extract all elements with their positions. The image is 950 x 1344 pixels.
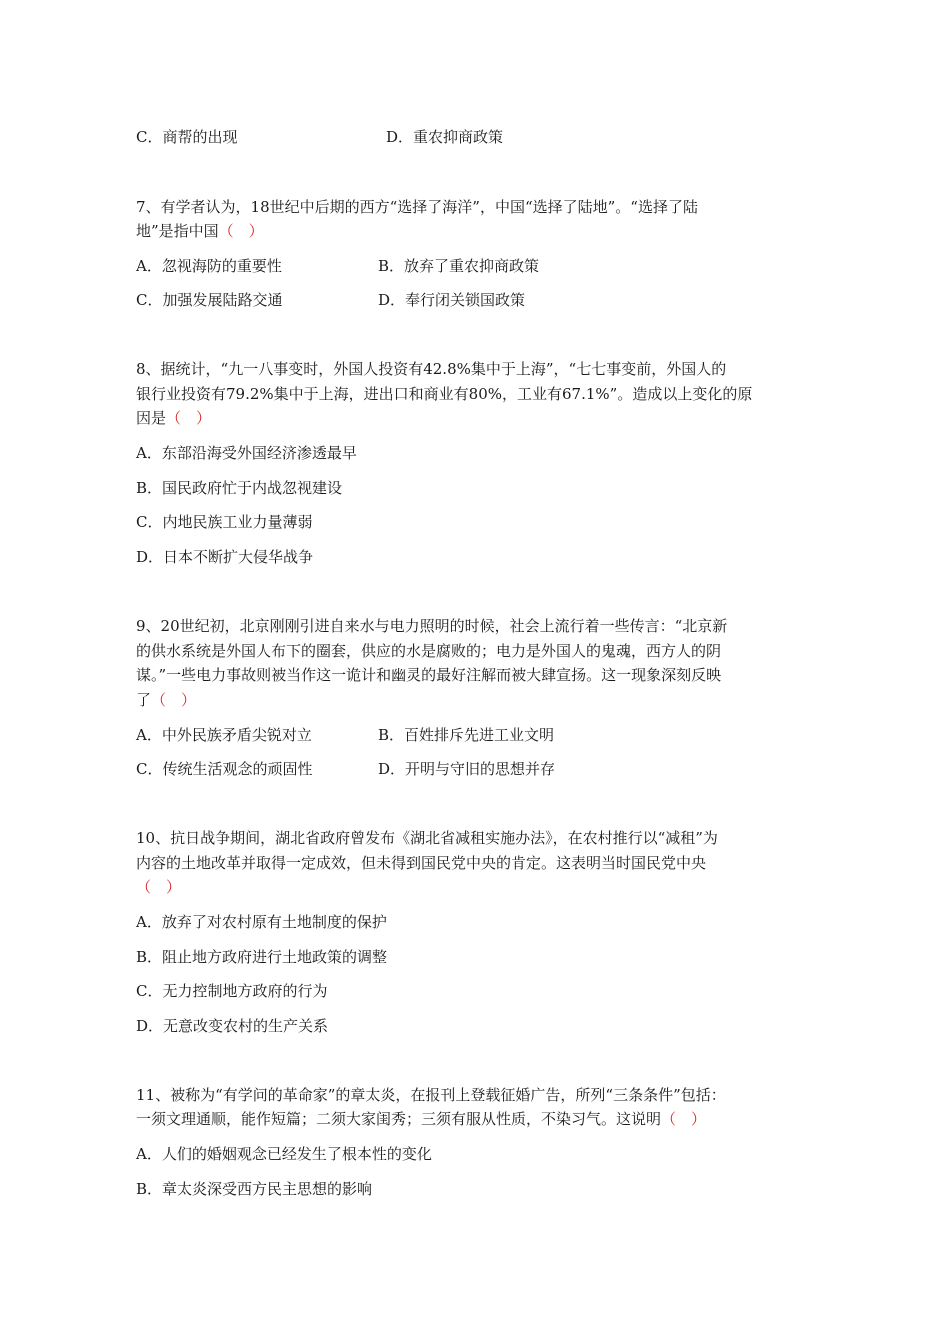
option-d-prev: D．重农抑商政策 [386,128,504,146]
q10-stem-line-2: 内容的土地改革并取得一定成效，但未得到国民党中央的肯定。这表明当时国民党中央 [136,854,707,872]
q8-option-d: D．日本不断扩大侵华战争 [136,548,314,566]
q10-option-b: B．阻止地方政府进行土地政策的调整 [136,948,388,966]
q11-option-b: B．章太炎深受西方民主思想的影响 [136,1180,373,1198]
q8-answer-bracket: （ ） [166,409,212,427]
q9-option-d: D．开明与守旧的思想并存 [378,760,556,778]
q7-stem-line-1: 7、有学者认为，18世纪中后期的西方“选择了海洋”，中国“选择了陆地”。“选择了陆 [136,198,698,216]
q9-stem-line-1: 9、20世纪初，北京刚刚引进自来水与电力照明的时候，社会上流行着一些传言：“北京新 [136,617,728,635]
q7-stem-text: 地”是指中国 [136,222,219,240]
q8-stem-line-1: 8、据统计，“九一八事变时，外国人投资有42.8%集中于上海”，“七七事变前，外国人的 [136,360,727,378]
q11-stem-text: 一须文理通顺，能作短篇；二须大家闺秀；三须有服从性质，不染习气。这说明 [136,1110,662,1128]
q9-stem-text: 了 [136,691,152,709]
q8-option-b: B．国民政府忙于内战忽视建设 [136,479,343,497]
q7-answer-bracket: （ ） [218,222,264,240]
q7-stem-line-2 [136,220,816,242]
q10-stem-line-3 [136,876,816,898]
q8-option-a: A．东部沿海受外国经济渗透最早 [136,444,357,462]
q10-option-c: C．无力控制地方政府的行为 [136,982,328,1000]
q11-stem-line-1: 11、被称为“有学问的革命家”的章太炎，在报刊上登载征婚广告，所列“三条条件”包括： [136,1086,726,1104]
q8-option-c: C．内地民族工业力量薄弱 [136,513,313,531]
q9-stem-line-3: 谋。”一些电力事故则被当作这一诡计和幽灵的最好注解而被大肆宣扬。这一现象深刻反映 [136,666,722,684]
q11-stem-line-2 [136,1108,816,1130]
q10-option-d: D．无意改变农村的生产关系 [136,1017,329,1035]
q9-option-c: C．传统生活观念的顽固性 [136,760,313,778]
q9-stem-line-4 [136,689,816,711]
q8-stem-line-3 [136,407,816,429]
q7-option-c: C．加强发展陆路交通 [136,291,283,309]
q11-answer-bracket: （ ） [661,1110,707,1128]
q9-stem-line-2: 的供水系统是外国人布下的圈套，供应的水是腐败的；电力是外国人的鬼魂，西方人的阴 [136,642,722,660]
q9-answer-bracket: （ ） [151,691,197,709]
q7-option-a: A．忽视海防的重要性 [136,257,282,275]
q10-answer-bracket: （ ） [136,878,182,896]
q7-option-b: B．放弃了重农抑商政策 [378,257,540,275]
q10-stem-line-1: 10、抗日战争期间，湖北省政府曾发布《湖北省减租实施办法》，在农村推行以“减租”为 [136,829,718,847]
q8-stem-text: 因是 [136,409,167,427]
q11-option-a: A．人们的婚姻观念已经发生了根本性的变化 [136,1145,432,1163]
q9-option-b: B．百姓排斥先进工业文明 [378,726,555,744]
q7-option-d: D．奉行闭关锁国政策 [378,291,526,309]
q9-option-a: A．中外民族矛盾尖锐对立 [136,726,312,744]
q10-option-a: A．放弃了对农村原有土地制度的保护 [136,913,387,931]
option-c-prev: C．商帮的出现 [136,128,238,146]
q8-stem-line-2: 银行业投资有79.2%集中于上海，进出口和商业有80%，工业有67.1%”。造成以上变化的原 [136,385,753,403]
